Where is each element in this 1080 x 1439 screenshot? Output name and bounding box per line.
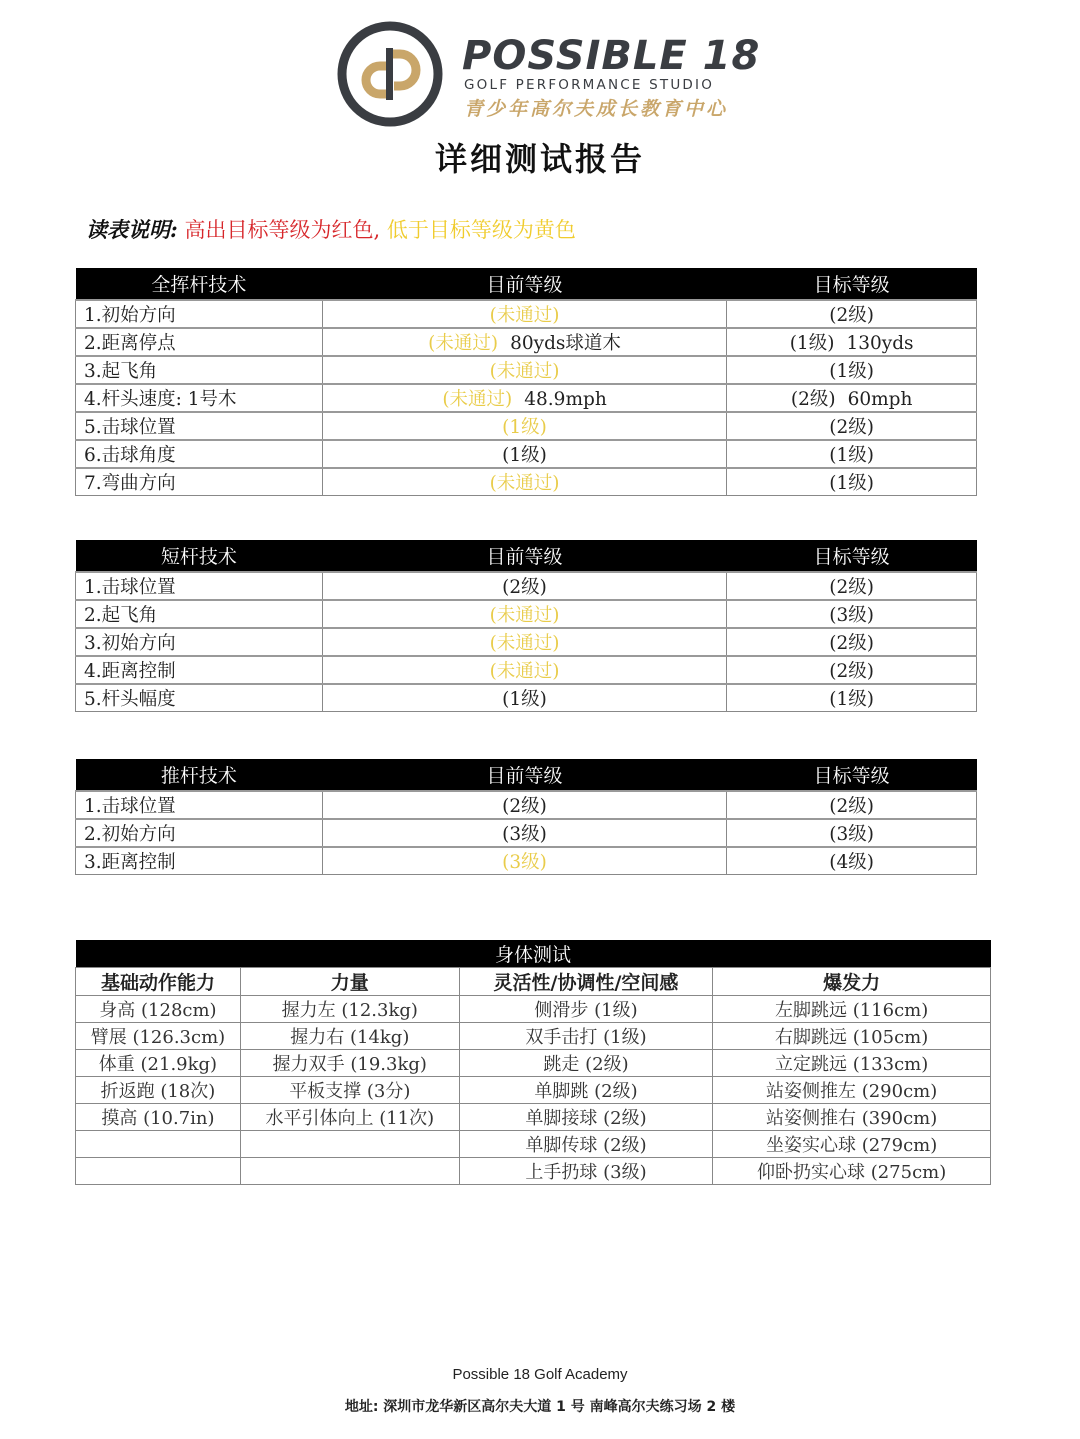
body-test-cell <box>240 1131 459 1158</box>
table-row <box>76 1131 991 1158</box>
current-level: (未通过) <box>489 361 560 382</box>
test-item: 3.距离控制 <box>76 847 323 875</box>
current-level: (2级) <box>502 796 547 817</box>
legend-yellow-text: 低于目标等级为黄色 <box>386 218 576 242</box>
possible18-logo-icon <box>336 20 444 128</box>
body-test-cell <box>76 1131 241 1158</box>
body-test-cell: 平板支撑 (3分) <box>240 1077 459 1104</box>
target-level-cell <box>727 656 977 684</box>
report-title: 详细测试报告 <box>434 140 645 178</box>
target-level-cell <box>727 600 977 628</box>
target-level-cell <box>727 356 977 384</box>
table-row <box>76 1050 991 1077</box>
table-row <box>76 656 977 684</box>
logo-chinese-subtitle: 青少年高尔夫成长教育中心 <box>464 98 729 120</box>
current-level-cell <box>322 412 726 440</box>
body-test-cell <box>76 1158 241 1185</box>
target-level: (1级) <box>829 445 874 466</box>
current-level-cell <box>322 819 726 847</box>
table-row <box>76 684 977 712</box>
target-level-cell <box>727 468 977 496</box>
footer-academy-name: Possible 18 Golf Academy <box>452 1366 628 1383</box>
current-level-cell <box>322 684 727 712</box>
test-item: 2.起飞角 <box>76 600 323 628</box>
current-level-cell <box>322 384 726 412</box>
table-row <box>76 440 977 468</box>
target-level: (2级) <box>829 661 874 682</box>
target-level: (1级) <box>829 689 874 710</box>
target-level: (1级) <box>829 473 874 494</box>
table-header-row <box>76 268 977 300</box>
putting-table <box>75 759 977 875</box>
current-level-cell <box>322 468 726 496</box>
column-header: 目标等级 <box>727 268 977 300</box>
target-level-cell <box>727 440 977 468</box>
current-level-cell <box>322 328 726 356</box>
reading-legend <box>86 214 576 244</box>
target-level-cell <box>727 384 977 412</box>
body-test-cell: 单脚传球 (2级) <box>459 1131 713 1158</box>
column-header: 灵活性/协调性/空间感 <box>459 968 713 996</box>
body-test-cell: 单脚跳 (2级) <box>459 1077 713 1104</box>
current-level: (未通过) <box>489 633 560 654</box>
body-test-cell: 上手扔球 (3级) <box>459 1158 713 1185</box>
target-level: (4级) <box>829 852 874 873</box>
target-measurement: 60mph <box>847 389 913 410</box>
target-level-cell <box>727 791 977 819</box>
target-level: (2级) <box>829 796 874 817</box>
table-row <box>76 384 977 412</box>
table-row <box>76 356 977 384</box>
logo-title: POSSIBLE 18 <box>462 33 761 79</box>
target-level-cell <box>727 684 977 712</box>
body-test-cell: 折返跑 (18次) <box>76 1077 241 1104</box>
current-level: (1级) <box>502 417 547 438</box>
target-level: (2级) <box>829 633 874 654</box>
current-level-cell <box>322 356 726 384</box>
current-level-cell <box>322 572 727 600</box>
test-item: 1.初始方向 <box>76 300 323 328</box>
legend-red-text: 高出目标等级为红色, <box>184 218 381 242</box>
target-level-cell <box>727 819 977 847</box>
column-header: 短杆技术 <box>76 540 323 572</box>
target-level: (2级) <box>829 417 874 438</box>
current-level-cell <box>322 628 727 656</box>
current-level-cell <box>322 847 726 875</box>
current-level: (未通过) <box>442 389 513 410</box>
test-item: 3.初始方向 <box>76 628 323 656</box>
body-test-cell: 跳走 (2级) <box>459 1050 713 1077</box>
table-row <box>76 628 977 656</box>
column-header: 目标等级 <box>727 759 977 791</box>
column-header: 推杆技术 <box>76 759 323 791</box>
body-test-title-row <box>76 940 991 968</box>
current-level: (未通过) <box>428 333 499 354</box>
current-level: (未通过) <box>489 661 560 682</box>
test-item: 6.击球角度 <box>76 440 323 468</box>
test-item: 3.起飞角 <box>76 356 323 384</box>
current-measurement: 48.9mph <box>524 389 607 410</box>
target-level-cell <box>727 572 977 600</box>
table-row <box>76 791 977 819</box>
body-test-cell: 双手击打 (1级) <box>459 1023 713 1050</box>
column-header: 目标等级 <box>727 540 977 572</box>
legend-label: 读表说明: <box>86 217 178 242</box>
current-level: (未通过) <box>489 305 560 326</box>
current-level-cell <box>322 656 727 684</box>
body-test-cell: 左脚跳远 (116cm) <box>713 996 991 1023</box>
test-item: 5.击球位置 <box>76 412 323 440</box>
short-game-table <box>75 540 977 712</box>
target-level-cell <box>727 300 977 328</box>
table-row <box>76 468 977 496</box>
test-item: 2.初始方向 <box>76 819 323 847</box>
target-measurement: 130yds <box>846 333 914 354</box>
body-test-cell: 侧滑步 (1级) <box>459 996 713 1023</box>
target-level-cell <box>727 847 977 875</box>
body-test-header-row <box>76 968 991 996</box>
target-level: (3级) <box>829 605 874 626</box>
current-level: (1级) <box>502 445 547 466</box>
table-row <box>76 412 977 440</box>
brand-logo <box>336 20 761 130</box>
body-test-cell: 水平引体向上 (11次) <box>240 1104 459 1131</box>
column-header: 目前等级 <box>322 268 726 300</box>
column-header: 爆发力 <box>713 968 991 996</box>
current-level-cell <box>322 600 727 628</box>
table-row <box>76 996 991 1023</box>
table-row <box>76 328 977 356</box>
body-test-cell: 立定跳远 (133cm) <box>713 1050 991 1077</box>
column-header: 目前等级 <box>322 540 727 572</box>
current-level-cell <box>322 300 726 328</box>
body-test-cell: 握力右 (14kg) <box>240 1023 459 1050</box>
body-test-cell: 体重 (21.9kg) <box>76 1050 241 1077</box>
logo-subtitle: GOLF PERFORMANCE STUDIO <box>464 77 715 93</box>
target-level: (3级) <box>829 824 874 845</box>
body-test-cell: 身高 (128cm) <box>76 996 241 1023</box>
table-row <box>76 1023 991 1050</box>
column-header: 全挥杆技术 <box>76 268 323 300</box>
current-level: (3级) <box>502 824 547 845</box>
body-test-cell: 坐姿实心球 (279cm) <box>713 1131 991 1158</box>
table-row <box>76 1104 991 1131</box>
body-test-cell: 站姿侧推右 (390cm) <box>713 1104 991 1131</box>
body-test-cell: 站姿侧推左 (290cm) <box>713 1077 991 1104</box>
body-test-cell: 握力左 (12.3kg) <box>240 996 459 1023</box>
target-level-cell <box>727 628 977 656</box>
table-row <box>76 600 977 628</box>
body-test-cell: 右脚跳远 (105cm) <box>713 1023 991 1050</box>
current-level: (1级) <box>502 689 547 710</box>
test-item: 4.距离控制 <box>76 656 323 684</box>
current-level-cell <box>322 440 726 468</box>
target-level: (1级) <box>829 361 874 382</box>
current-measurement: 80yds球道木 <box>510 333 621 354</box>
body-test-cell: 握力双手 (19.3kg) <box>240 1050 459 1077</box>
body-test-cell: 单脚接球 (2级) <box>459 1104 713 1131</box>
table-row <box>76 1077 991 1104</box>
test-item: 7.弯曲方向 <box>76 468 323 496</box>
table-row <box>76 819 977 847</box>
table-header-row <box>76 759 977 791</box>
body-test-cell: 摸高 (10.7in) <box>76 1104 241 1131</box>
column-header: 目前等级 <box>322 759 726 791</box>
target-level: (1级) <box>789 333 835 354</box>
test-item: 2.距离停点 <box>76 328 323 356</box>
target-level-cell <box>727 412 977 440</box>
test-item: 4.杆头速度: 1号木 <box>76 384 323 412</box>
table-row <box>76 1158 991 1185</box>
body-test-cell: 臂展 (126.3cm) <box>76 1023 241 1050</box>
current-level: (未通过) <box>489 605 560 626</box>
body-test-cell <box>240 1158 459 1185</box>
current-level: (未通过) <box>489 473 560 494</box>
test-item: 1.击球位置 <box>76 791 323 819</box>
table-header-row <box>76 540 977 572</box>
body-test-cell: 仰卧扔实心球 (275cm) <box>713 1158 991 1185</box>
current-level-cell <box>322 791 726 819</box>
column-header: 力量 <box>240 968 459 996</box>
full-swing-table <box>75 268 977 496</box>
target-level: (2级) <box>790 389 836 410</box>
current-level: (3级) <box>502 852 547 873</box>
test-item: 1.击球位置 <box>76 572 323 600</box>
current-level: (2级) <box>502 577 547 598</box>
column-header: 基础动作能力 <box>76 968 241 996</box>
table-row <box>76 847 977 875</box>
target-level: (2级) <box>829 305 874 326</box>
target-level-cell <box>727 328 977 356</box>
body-test-title: 身体测试 <box>76 940 991 968</box>
table-row <box>76 300 977 328</box>
test-item: 5.杆头幅度 <box>76 684 323 712</box>
target-level: (2级) <box>829 577 874 598</box>
table-row <box>76 572 977 600</box>
footer-address: 地址: 深圳市龙华新区高尔夫大道 1 号 南峰高尔夫练习场 2 楼 <box>344 1399 736 1415</box>
body-test-table <box>75 940 991 1185</box>
